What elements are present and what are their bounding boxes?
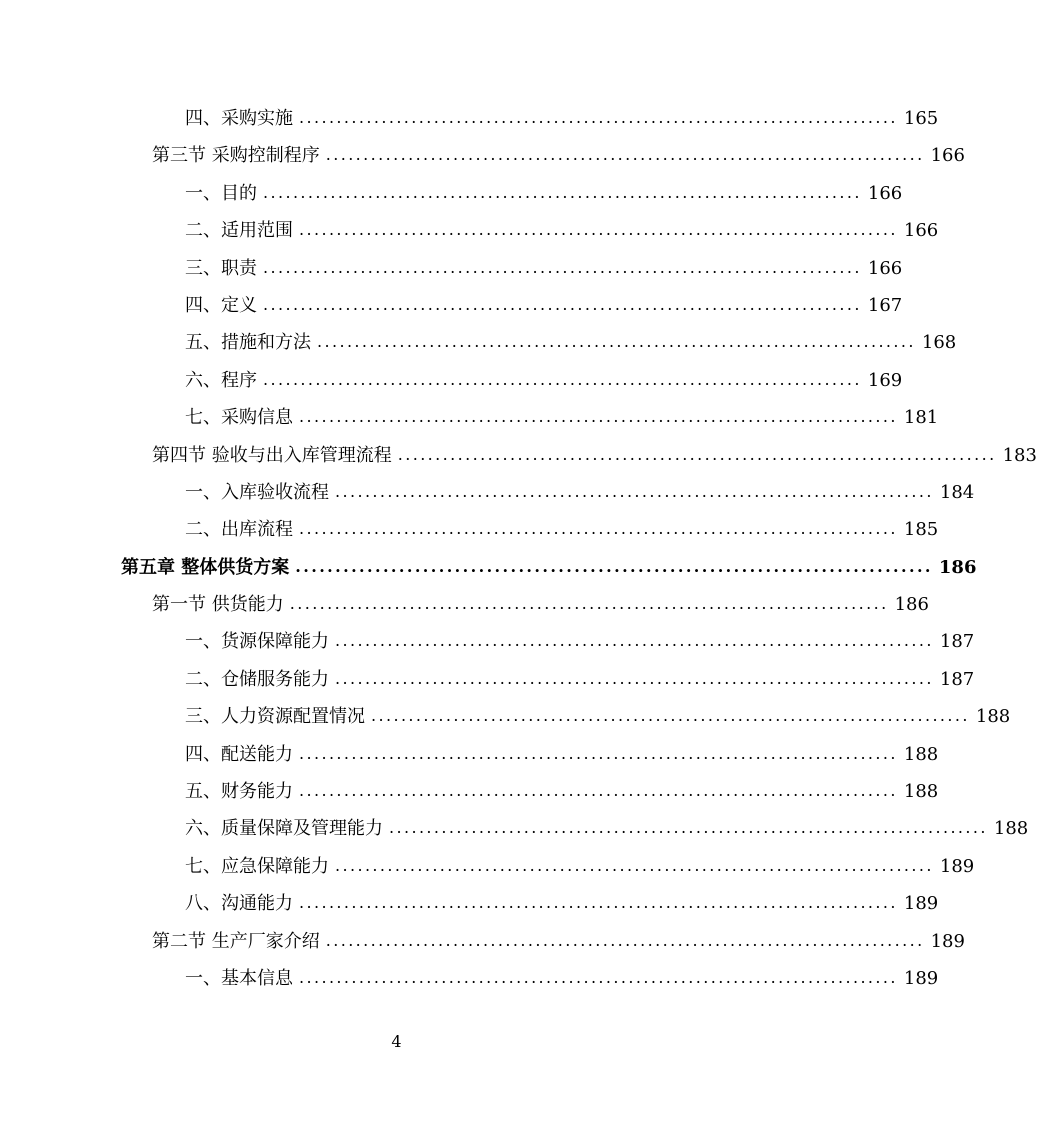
toc-entry-page: 167 — [867, 294, 903, 316]
toc-entry-item[interactable] — [0, 773, 939, 810]
toc-entry-item[interactable] — [0, 623, 975, 660]
toc-entry-item[interactable] — [0, 736, 939, 773]
toc-entry-label: 七、应急保障能力 — [185, 855, 329, 877]
dot-leader: ................................................................................ — [397, 444, 997, 464]
toc-entry-page: 166 — [903, 220, 939, 242]
toc-entry-line — [185, 698, 1011, 735]
toc-entry-line — [185, 736, 939, 773]
toc-entry-item[interactable] — [0, 250, 903, 287]
toc-entry-page: 169 — [867, 369, 903, 391]
toc-entry-line — [185, 250, 903, 287]
toc-entry-label: 三、人力资源配置情况 — [185, 706, 365, 728]
toc-entry-line — [185, 100, 939, 137]
dot-leader: ................................................................................ — [299, 519, 898, 539]
dot-leader: ................................................................................ — [389, 818, 988, 838]
toc-entry-label: 第一节 供货能力 — [152, 594, 284, 616]
toc-entry-line — [185, 810, 1029, 847]
toc-entry-page: 166 — [930, 145, 965, 167]
toc-entry-line — [185, 773, 939, 810]
toc-entry-section[interactable] — [0, 137, 965, 174]
toc-entry-label: 四、采购实施 — [185, 108, 293, 129]
toc-entry-line — [185, 885, 939, 922]
toc-entry-item[interactable] — [0, 810, 1029, 847]
dot-leader: ................................................................................ — [299, 108, 898, 127]
toc-entry-label: 一、货源保障能力 — [185, 631, 329, 653]
toc-entry-line — [121, 549, 977, 586]
toc-entry-label: 五、措施和方法 — [185, 332, 311, 354]
dot-leader: ................................................................................ — [263, 257, 862, 277]
toc-entry-line — [185, 175, 903, 212]
toc-entry-label: 六、质量保障及管理能力 — [185, 818, 383, 840]
toc-entry-page: 188 — [975, 706, 1011, 728]
toc-entry-item[interactable] — [0, 287, 903, 324]
toc-entry-item[interactable] — [0, 661, 975, 698]
toc-entry-label: 七、采购信息 — [185, 407, 293, 429]
dot-leader: ................................................................................ — [325, 145, 925, 165]
dot-leader: ................................................................................ — [317, 332, 916, 352]
dot-leader: ................................................................................ — [299, 220, 898, 240]
dot-leader: ................................................................................ — [299, 743, 898, 763]
toc-entry-item[interactable] — [0, 324, 957, 361]
toc-entry-item[interactable] — [0, 399, 939, 436]
toc-entry-line — [185, 324, 957, 361]
toc-entry-page: 186 — [938, 556, 977, 578]
toc-entry-item[interactable] — [0, 885, 939, 922]
toc-entry-item[interactable] — [0, 474, 975, 511]
dot-leader: ................................................................................ — [299, 407, 898, 427]
toc-entry-label: 第二节 生产厂家介绍 — [152, 930, 320, 952]
dot-leader: ................................................................................ — [299, 893, 898, 913]
toc-entry-chapter[interactable] — [0, 549, 977, 586]
toc-entry-label: 一、基本信息 — [185, 967, 293, 989]
toc-entry-item[interactable] — [0, 960, 939, 997]
toc-entry-page: 166 — [867, 182, 903, 204]
toc-entry-line — [152, 437, 1037, 474]
toc-entry-page: 188 — [903, 743, 939, 765]
toc-entry-label: 六、程序 — [185, 369, 257, 391]
toc-entry-label: 五、财务能力 — [185, 781, 293, 803]
toc-entry-line — [152, 923, 965, 960]
toc-entry-label: 二、出库流程 — [185, 519, 293, 541]
toc-entry-section[interactable] — [0, 586, 929, 623]
toc-entry-page: 165 — [903, 108, 939, 129]
toc-entry-item[interactable] — [0, 848, 975, 885]
toc-entry-line — [185, 399, 939, 436]
dot-leader: ................................................................................ — [263, 294, 862, 314]
toc-entry-line — [152, 137, 965, 174]
dot-leader: ................................................................................ — [335, 855, 934, 875]
toc-entry-label: 四、定义 — [185, 294, 257, 316]
toc-entry-label: 一、目的 — [185, 182, 257, 204]
toc-entry-page: 184 — [939, 481, 975, 503]
toc-entry-label: 二、适用范围 — [185, 220, 293, 242]
dot-leader: ................................................................................ — [335, 481, 934, 501]
toc-entry-section[interactable] — [0, 437, 1037, 474]
toc-entry-item[interactable] — [0, 100, 939, 137]
toc-entry-page: 181 — [903, 407, 939, 429]
dot-leader: ................................................................................ — [263, 182, 862, 202]
toc-entry-section[interactable] — [0, 923, 965, 960]
dot-leader: ................................................................................ — [335, 631, 934, 651]
toc-entry-item[interactable] — [0, 511, 939, 548]
toc-entry-item[interactable] — [0, 212, 939, 249]
toc-entry-page: 187 — [939, 631, 975, 653]
toc-entry-line — [185, 848, 975, 885]
toc-entry-line — [185, 362, 903, 399]
toc-entry-page: 186 — [894, 594, 929, 616]
dot-leader: ................................................................................ — [325, 930, 925, 950]
toc-entry-label: 八、沟通能力 — [185, 893, 293, 915]
dot-leader: ................................................................................ — [371, 706, 970, 726]
toc-entry-page: 189 — [903, 967, 939, 989]
toc-entry-label: 第三节 采购控制程序 — [152, 145, 320, 167]
toc-entry-page: 168 — [921, 332, 957, 354]
toc-entry-line — [152, 586, 929, 623]
toc-entry-page: 183 — [1002, 444, 1037, 466]
toc-entry-line — [185, 212, 939, 249]
toc-entry-label: 二、仓储服务能力 — [185, 668, 329, 690]
toc-entry-page: 189 — [903, 893, 939, 915]
dot-leader: ................................................................................ — [299, 967, 898, 987]
toc-entry-item[interactable] — [0, 698, 1011, 735]
toc-entry-page: 188 — [903, 781, 939, 803]
toc-entry-label: 三、职责 — [185, 257, 257, 279]
toc-entry-line — [185, 623, 975, 660]
dot-leader: ................................................................................ — [289, 594, 889, 614]
dot-leader: ................................................................................ — [335, 668, 934, 688]
page-number: 4 — [391, 1032, 402, 1051]
dot-leader: ................................................................................ — [295, 556, 933, 576]
table-of-contents — [0, 100, 1037, 997]
toc-entry-line — [185, 661, 975, 698]
toc-entry-line — [185, 960, 939, 997]
toc-entry-page: 189 — [939, 855, 975, 877]
toc-entry-page: 189 — [930, 930, 965, 952]
toc-entry-line — [185, 287, 903, 324]
toc-entry-line — [185, 474, 975, 511]
toc-entry-label: 第四节 验收与出入库管理流程 — [152, 444, 392, 466]
toc-entry-line — [185, 511, 939, 548]
toc-entry-page: 188 — [993, 818, 1029, 840]
toc-entry-page: 187 — [939, 668, 975, 690]
toc-entry-page: 166 — [867, 257, 903, 279]
dot-leader: ................................................................................ — [263, 369, 862, 389]
toc-entry-item[interactable] — [0, 175, 903, 212]
toc-entry-item[interactable] — [0, 362, 903, 399]
toc-entry-label: 四、配送能力 — [185, 743, 293, 765]
toc-entry-page: 185 — [903, 519, 939, 541]
toc-entry-label: 一、入库验收流程 — [185, 481, 329, 503]
dot-leader: ................................................................................ — [299, 781, 898, 801]
toc-entry-label: 第五章 整体供货方案 — [121, 556, 290, 578]
